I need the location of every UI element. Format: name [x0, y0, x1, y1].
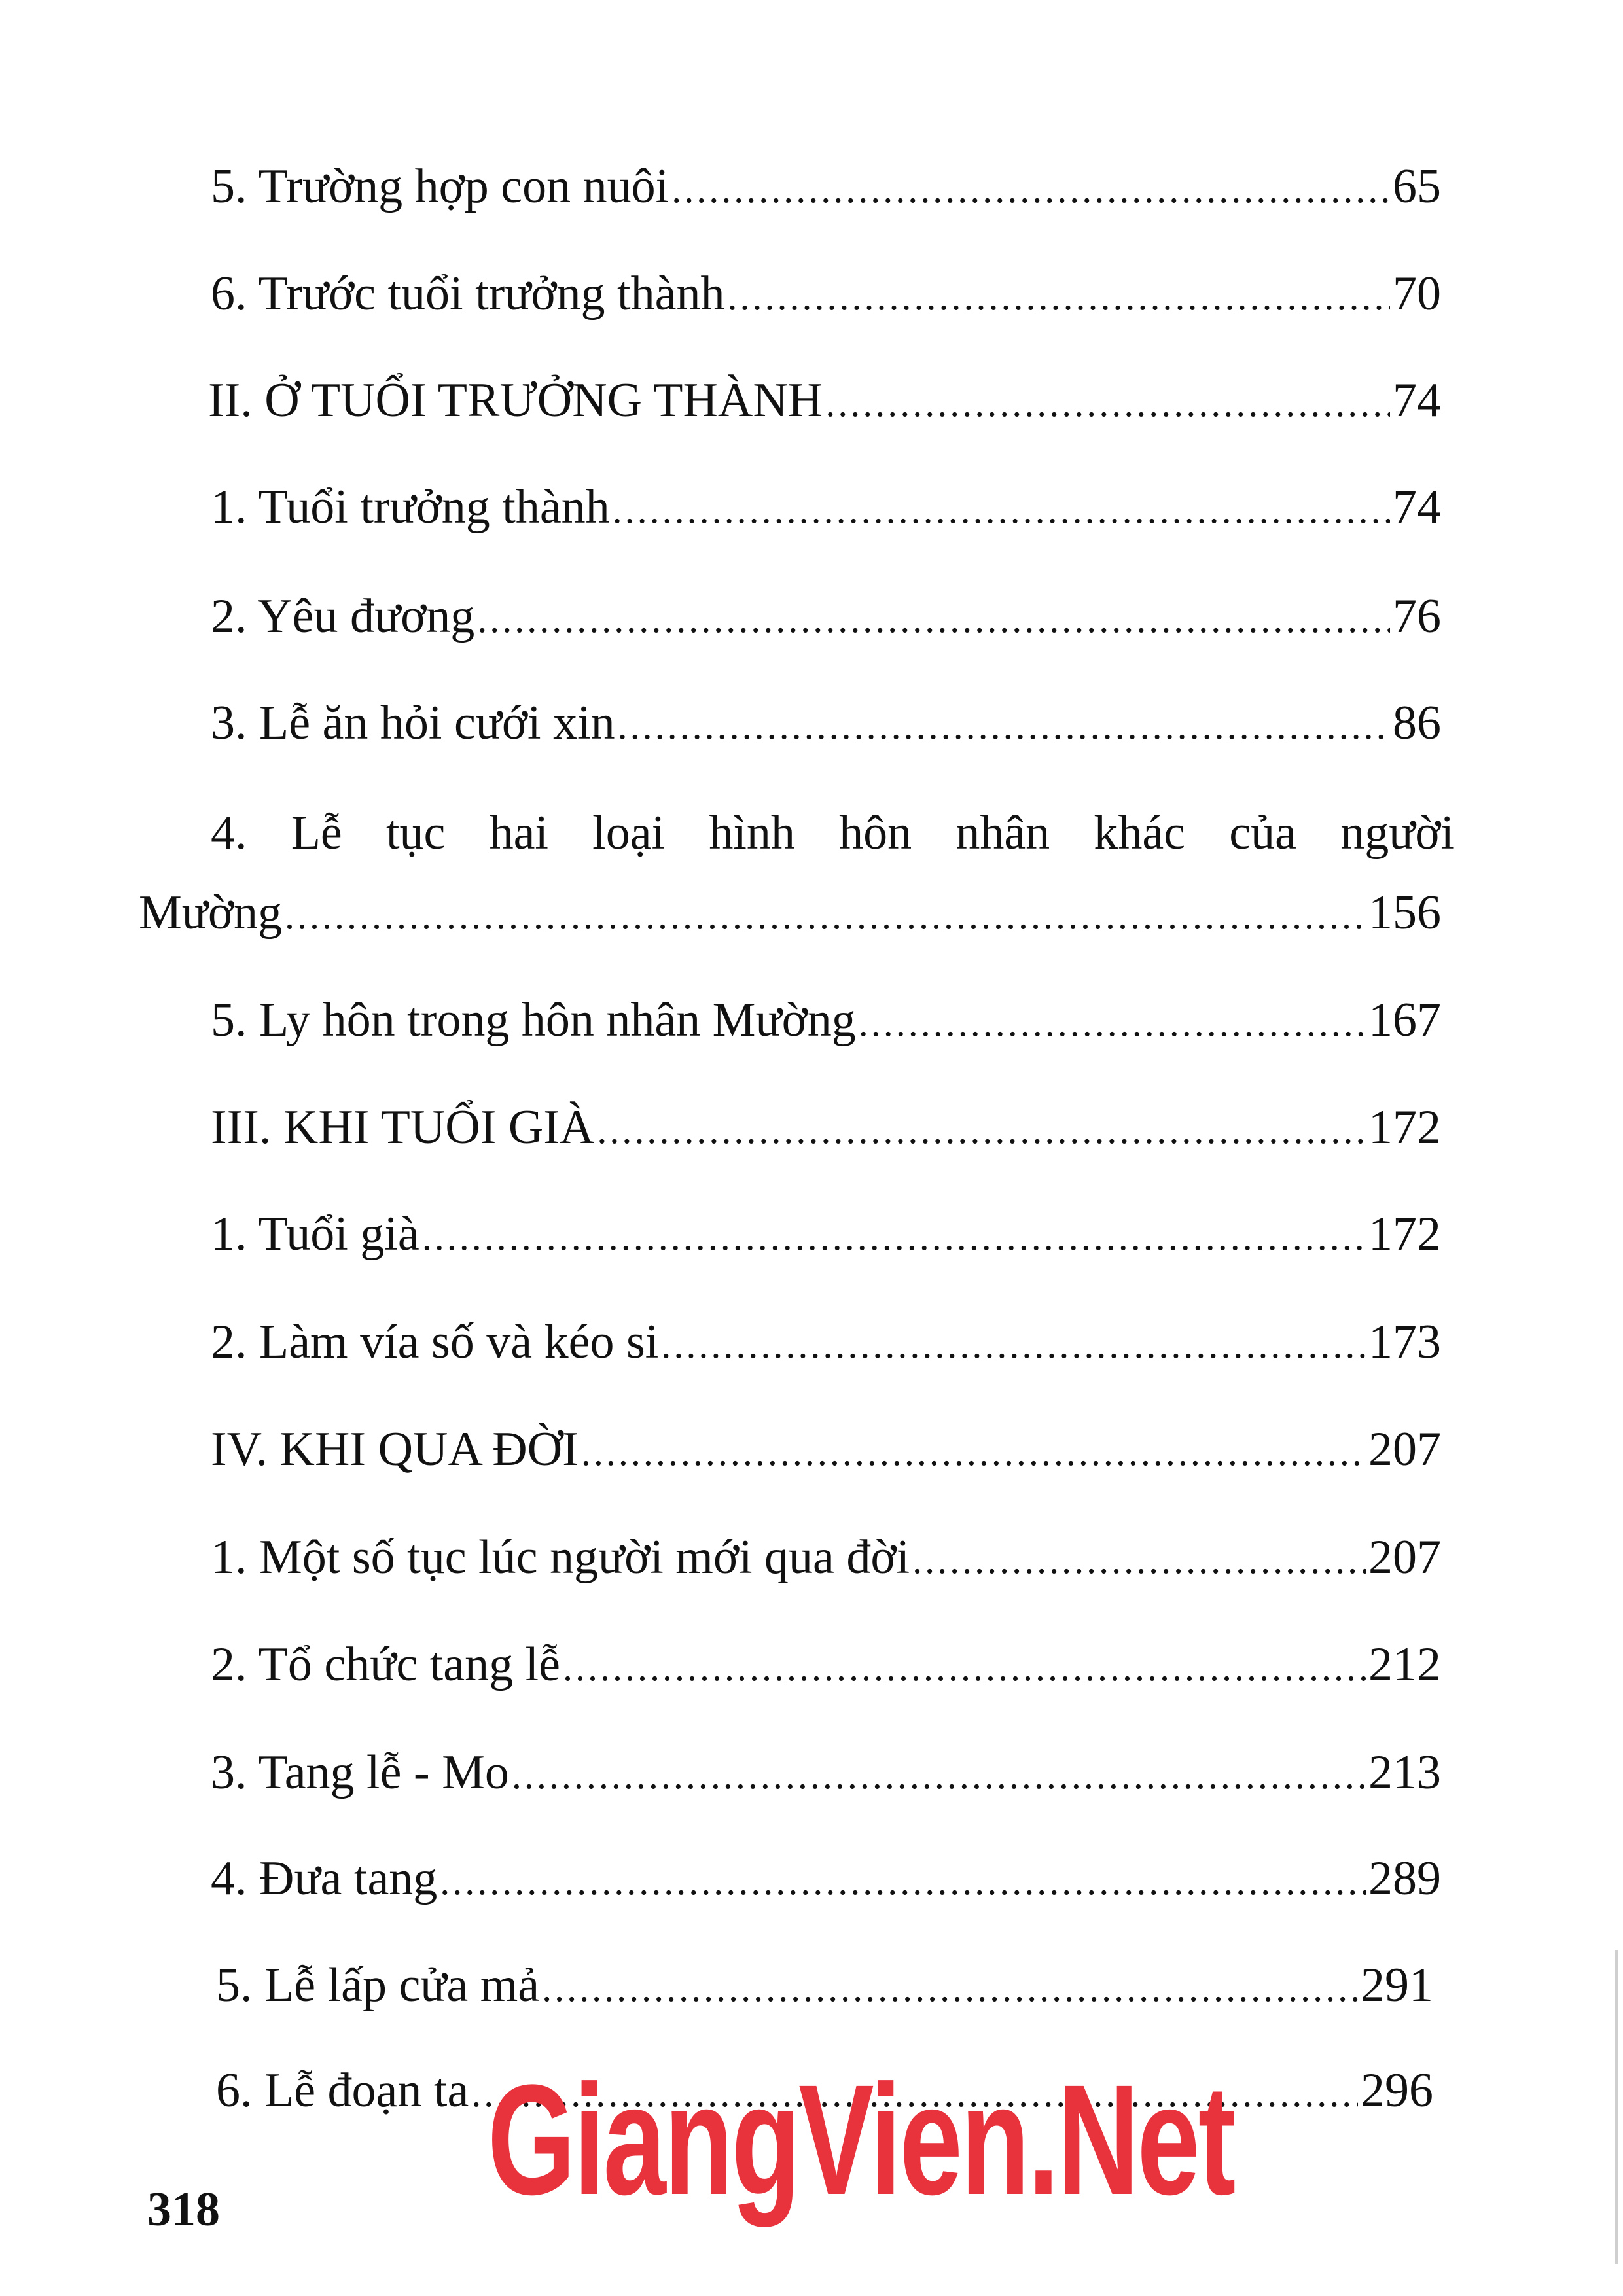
toc-entry-page: 291 — [1361, 1958, 1433, 2012]
toc-section — [211, 1103, 1441, 1152]
toc-section-label: III. KHI TUỔI GIÀ — [211, 1101, 595, 1154]
toc-entry — [211, 1315, 1441, 1369]
word: tục — [385, 806, 446, 860]
toc-entry-page: 167 — [1368, 993, 1441, 1047]
page-number: 318 — [147, 2183, 220, 2236]
toc-entry-label: 1. Một số tục lúc người mới qua đời — [211, 1530, 910, 1584]
toc-entry-page: 65 — [1393, 160, 1441, 213]
toc-entry — [211, 267, 1441, 321]
word: hôn — [839, 806, 912, 860]
word: khác — [1094, 806, 1186, 860]
toc-entry-page: 172 — [1368, 1101, 1441, 1154]
toc-entry-page: 70 — [1393, 267, 1441, 321]
page-edge-shadow — [1615, 1950, 1618, 2264]
toc-entry — [211, 1854, 1441, 1903]
toc-entry-label: 2. Làm vía số và kéo si — [211, 1315, 659, 1369]
dot-leader — [727, 277, 1390, 316]
dot-leader — [912, 1540, 1366, 1580]
toc-section — [211, 1422, 1441, 1476]
toc-entry — [216, 1958, 1433, 2012]
dot-leader — [542, 1968, 1358, 2007]
toc-section-label: IV. KHI QUA ĐỜI — [211, 1422, 579, 1476]
toc-entry-page: 172 — [1368, 1207, 1441, 1261]
toc-entry-label: Mường — [139, 886, 283, 940]
dot-leader — [285, 896, 1366, 935]
dot-leader — [618, 706, 1390, 745]
toc-entry-label: 5. Lễ lấp cửa mả — [216, 1958, 540, 2012]
toc-entry — [211, 1640, 1441, 1689]
word: nhân — [955, 806, 1050, 860]
dot-leader — [563, 1648, 1366, 1687]
toc-entry — [211, 1207, 1441, 1261]
toc-entry — [211, 162, 1441, 211]
toc-entry-label: 5. Trường hợp con nuôi — [211, 160, 669, 213]
toc-entry-page: 76 — [1393, 590, 1441, 643]
toc-entry-label: 3. Tang lễ - Mo — [211, 1746, 509, 1799]
toc-entry-wrapped-line2 — [139, 886, 1441, 940]
word: của — [1229, 806, 1296, 860]
word: Lễ — [291, 806, 342, 860]
dot-leader — [440, 1862, 1366, 1901]
toc-entry-page: 86 — [1393, 696, 1441, 750]
toc-entry-label: 6. Lễ đoạn ta — [216, 2064, 469, 2117]
toc-entry-label: 2. Tổ chức tang lễ — [211, 1638, 560, 1691]
dot-leader — [613, 490, 1390, 529]
toc-entry — [211, 592, 1441, 641]
toc-entry — [211, 1748, 1441, 1797]
toc-section-label: II. Ở TUỔI TRƯỞNG THÀNH — [208, 374, 823, 427]
dot-leader — [825, 383, 1390, 423]
word: loại — [592, 806, 666, 860]
dot-leader — [581, 1432, 1366, 1472]
watermark: GiangVien.Net — [488, 2052, 1234, 2227]
toc-entry-page: 296 — [1361, 2064, 1433, 2117]
toc-entry-label: 4. Đưa tang — [211, 1852, 438, 1905]
toc-entry — [211, 993, 1441, 1047]
toc-entry-label: 1. Tuổi trưởng thành — [211, 480, 610, 534]
word: người — [1340, 806, 1454, 860]
word: hình — [709, 806, 795, 860]
toc-entry-page: 156 — [1368, 886, 1441, 940]
dot-leader — [671, 169, 1390, 209]
toc-section — [208, 376, 1441, 425]
toc-entry-page: 207 — [1368, 1422, 1441, 1476]
toc-entry-label: 2. Yêu đương — [211, 590, 475, 643]
word: 4. — [211, 806, 247, 860]
toc-entry-label: 1. Tuổi già — [211, 1207, 419, 1261]
toc-entry-page: 207 — [1368, 1530, 1441, 1584]
dot-leader — [422, 1217, 1366, 1256]
toc-entry — [211, 1530, 1441, 1584]
toc-entry — [211, 696, 1441, 750]
toc-entry-page: 74 — [1393, 374, 1441, 427]
toc-entry-page: 74 — [1393, 480, 1441, 534]
toc-entry-page: 173 — [1368, 1315, 1441, 1369]
toc-entry-label: 5. Ly hôn trong hôn nhân Mường — [211, 993, 856, 1047]
toc-entry-label: 3. Lễ ăn hỏi cưới xin — [211, 696, 615, 750]
toc-entry-page: 212 — [1368, 1638, 1441, 1691]
dot-leader — [477, 599, 1390, 639]
toc-entry-page: 213 — [1368, 1746, 1441, 1799]
dot-leader — [512, 1756, 1366, 1795]
toc-entry — [211, 480, 1441, 534]
dot-leader — [859, 1003, 1366, 1042]
toc-entry-page: 289 — [1368, 1852, 1441, 1905]
toc-entry-label: 6. Trước tuổi trưởng thành — [211, 267, 725, 321]
toc-entry-wrapped-line1 — [211, 806, 1454, 860]
dot-leader — [597, 1110, 1366, 1150]
word: hai — [489, 806, 548, 860]
dot-leader — [661, 1325, 1366, 1364]
